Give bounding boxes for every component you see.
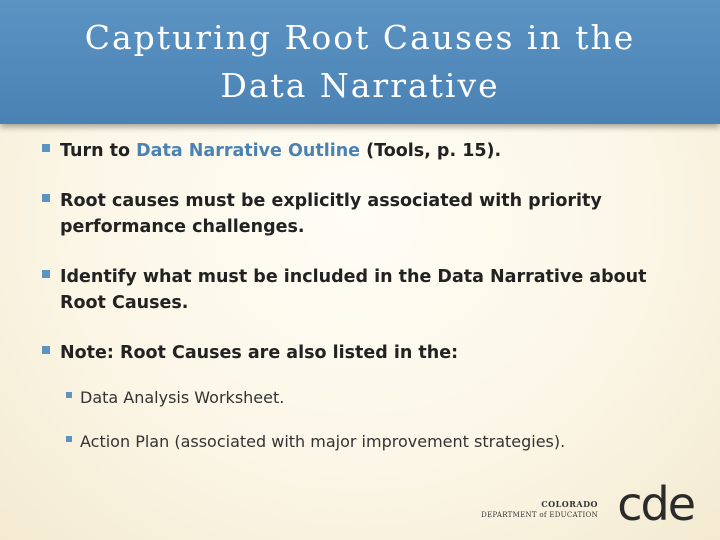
title-bar: [0, 0, 720, 124]
sub-bullet-marker-icon: [66, 436, 72, 442]
cde-logo: [481, 477, 694, 531]
slide-title-line-1: Capturing Root Causes in the: [84, 18, 636, 57]
bullet-text: Note: Root Causes are also listed in the:: [60, 343, 459, 363]
bullet-marker-icon: [42, 270, 50, 278]
bullet-marker-icon: [42, 144, 50, 152]
bullet-suffix: (Tools, p. 15).: [360, 141, 502, 161]
slide-title-line-2: Data Narrative: [220, 66, 500, 105]
bullet-text: Identify what must be included in the Data Narrative about Root Causes.: [60, 267, 647, 313]
bullet-text: [60, 138, 682, 164]
sub-bullet-text: Data Analysis Worksheet.: [80, 388, 285, 407]
sub-bullet-marker-icon: [66, 392, 72, 398]
bullet-text: Root causes must be explicitly associated with priority performance challenges.: [60, 191, 602, 237]
bullet-prefix: Turn to: [60, 141, 137, 161]
bullet-marker-icon: [42, 346, 50, 354]
bullet-item: [42, 138, 682, 164]
bullet-marker-icon: [42, 194, 50, 202]
bullet-item: [42, 188, 682, 240]
logo-mark: cde: [617, 477, 694, 531]
logo-department-text: DEPARTMENT of EDUCATION: [481, 511, 598, 519]
sub-bullet-item: [66, 386, 666, 410]
bullet-item: [42, 340, 682, 366]
sub-bullet-text: Action Plan (associated with major improvement strategies).: [80, 432, 566, 451]
sub-bullet-item: [66, 430, 666, 454]
bullet-item: [42, 264, 682, 316]
logo-state-text: COLORADO: [541, 499, 598, 509]
data-narrative-outline-link[interactable]: Data Narrative Outline: [136, 141, 361, 161]
